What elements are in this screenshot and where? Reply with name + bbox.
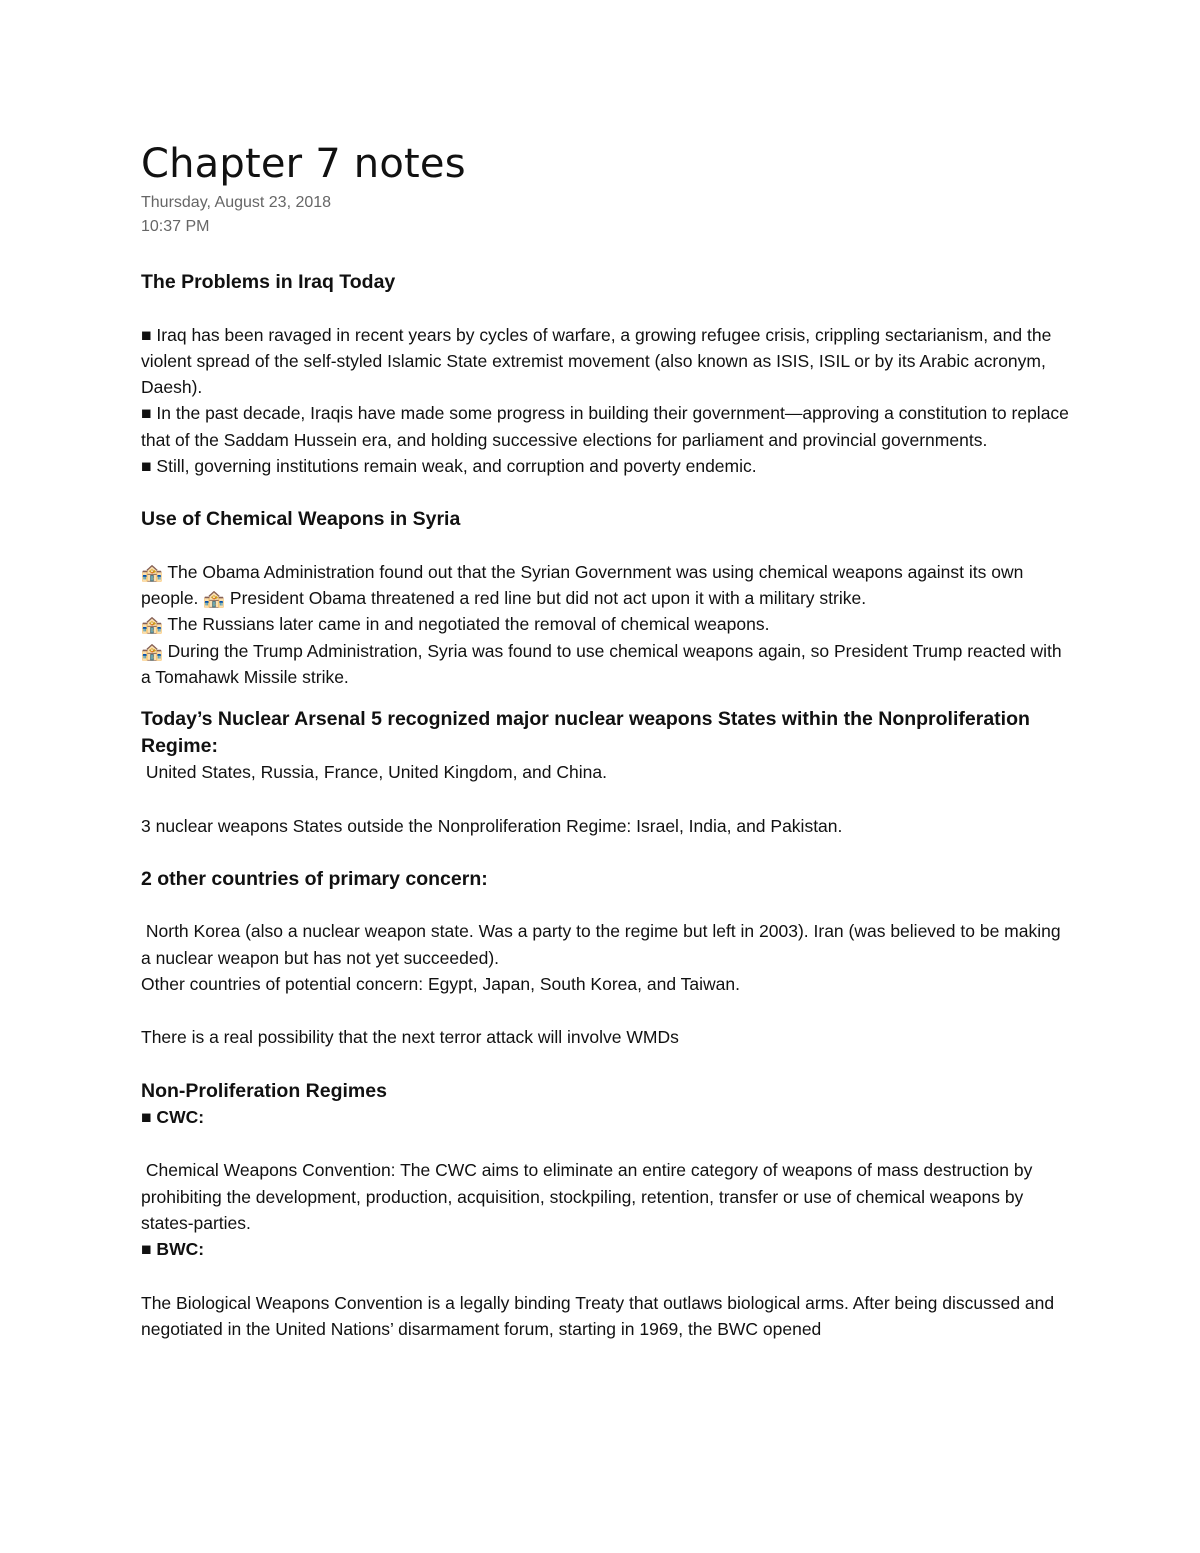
heading-iraq: The Problems in Iraq Today: [141, 271, 396, 293]
page-title: Chapter 7 notes: [141, 141, 466, 187]
syria-line-2: 🏤 The Russians later came in and negotiated the removal of chemical weapons.: [141, 614, 770, 635]
syria-line-1: 🏤 The Obama Administration found out that the Syrian Government was using chemical weapons against its own people. 🏤 President Obama threatened a red line but did not act upon it with a military strike.: [141, 561, 1029, 609]
note-page: [141, 138, 1074, 1342]
heading-syria: Use of Chemical Weapons in Syria: [141, 508, 461, 531]
iraq-bullet-2: ■ In the past decade, Iraqis have made some progress in building their government—approving a constitution to replace that of the Saddam Hussein era, and holding successive elections for parliament and provincial governments.: [141, 403, 1074, 450]
concern-primary: North Korea (also a nuclear weapon state. Was a party to the regime but left in 2003). Iran (was believed to be making a nuclear weapon but has not yet succeeded).: [141, 921, 1066, 968]
iraq-bullet-1: ■ Iraq has been ravaged in recent years by cycles of warfare, a growing refugee crisis, crippling sectarianism, and the violent spread of the self-styled Islamic State extremist movement (also known as ISIS, ISIL or by its Arabic acronym, Daesh).: [141, 324, 1057, 398]
heading-concern: 2 other countries of primary concern:: [141, 867, 488, 890]
nuclear-states: United States, Russia, France, United Kingdom, and China.: [141, 762, 607, 783]
cwc-label: ■ CWC:: [141, 1107, 205, 1128]
concern-wmd: There is a real possibility that the next terror attack will involve WMDs: [141, 1027, 679, 1048]
heading-regimes: Non-Proliferation Regimes: [141, 1079, 387, 1102]
note-time: 10:37 PM: [141, 218, 210, 235]
heading-nuclear: Today’s Nuclear Arsenal 5 recognized major nuclear weapons States within the Nonproliferation Regime:: [141, 708, 1030, 757]
nuclear-outside: 3 nuclear weapons States outside the Nonproliferation Regime: Israel, India, and Pakistan.: [141, 815, 843, 836]
syria-line-3: 🏤 During the Trump Administration, Syria was found to use chemical weapons again, so President Trump reacted with a Tomahawk Missile strike.: [141, 640, 1067, 687]
bwc-text: The Biological Weapons Convention is a legally binding Treaty that outlaws biological arms. After being discussed and negotiated in the United Nations’ disarmament forum, starting in 1969, the BWC opened: [141, 1292, 1059, 1339]
cwc-text: Chemical Weapons Convention: The CWC aims to eliminate an entire category of weapons of mass destruction by prohibiting the development, production, acquisition, stockpiling, retention, transfer or use of chemical weapons by states-parties.: [141, 1160, 1038, 1233]
iraq-bullet-3: ■ Still, governing institutions remain weak, and corruption and poverty endemic.: [141, 455, 757, 476]
note-date: Thursday, August 23, 2018: [141, 194, 332, 211]
bwc-label: ■ BWC:: [141, 1239, 205, 1260]
concern-potential: Other countries of potential concern: Egypt, Japan, South Korea, and Taiwan.: [141, 973, 740, 994]
